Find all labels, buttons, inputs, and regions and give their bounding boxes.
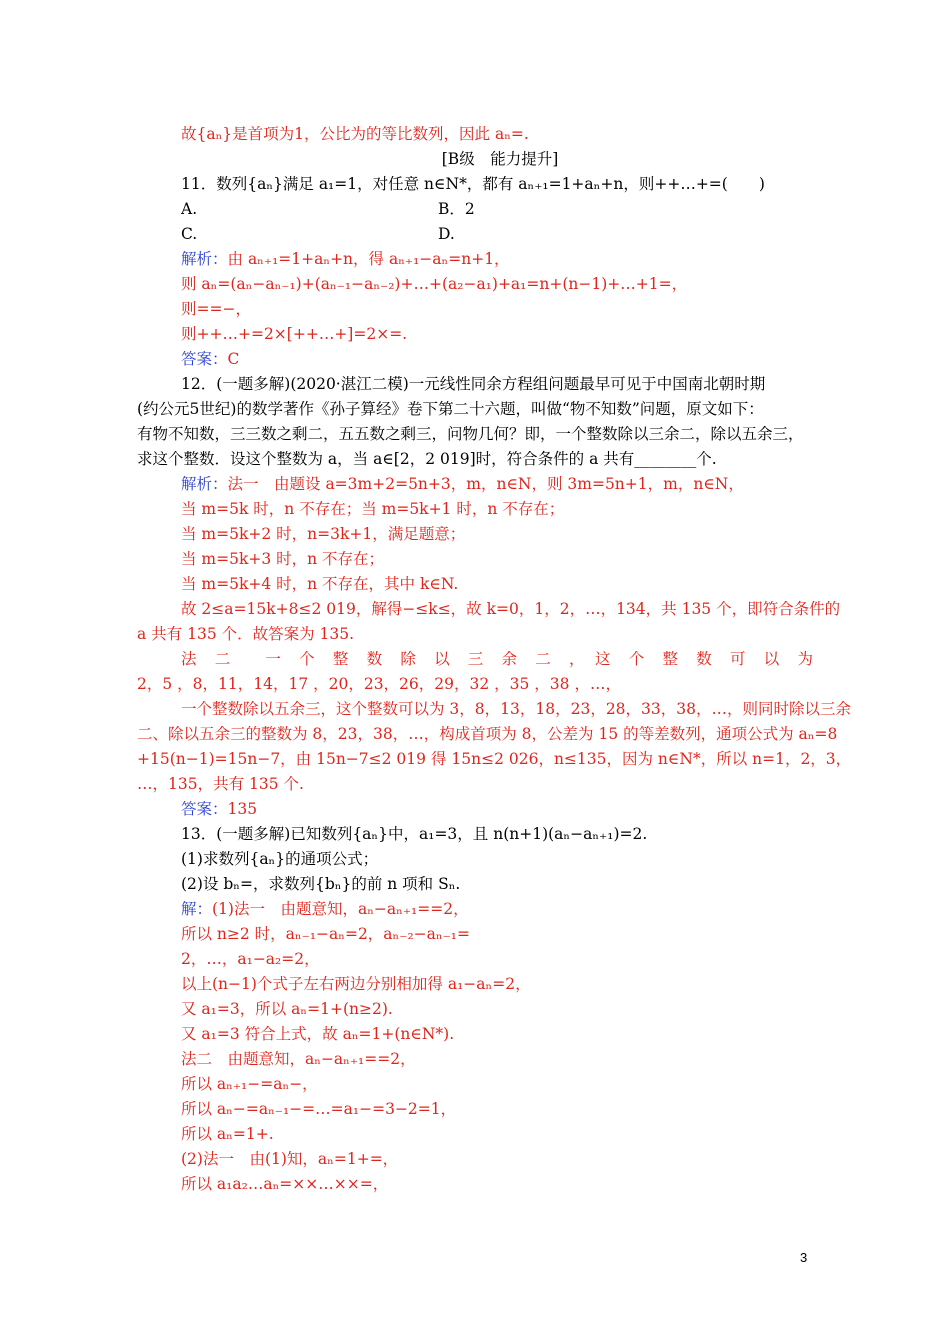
solution-line: 所以 aₙ₊₁−=aₙ−， (181, 1075, 318, 1093)
solution-line: …，135，共有 135 个. (137, 775, 304, 793)
solution-line: 故 2≤a=15k+8≤2 019，解得−≤k≤，故 k=0，1，2，…，134，共 135 个，即符合条件的 (181, 600, 841, 618)
solution-line: 则==−， (181, 300, 251, 318)
solution-line: 又 a₁=3，所以 aₙ=1+(n≥2). (181, 1000, 393, 1018)
solution-line (181, 471, 744, 497)
solution-line: 当 m=5k 时，n 不存在；当 m=5k+1 时，n 不存在； (181, 500, 565, 518)
option-d: D. (438, 225, 455, 243)
option-b: B．2 (438, 200, 475, 218)
solution-line: 法二 由题意知，aₙ−aₙ₊₁==2， (181, 1050, 416, 1068)
solution-line: +15(n−1)=15n−7，由 15n−7≤2 019 得 15n≤2 026，n≤135，因为 n∈N*，所以 n=1，2，3， (137, 750, 852, 768)
question-12-cont: 求这个整数．设这个整数为 a，当 a∈[2，2 019]时，符合条件的 a 共有________个. (137, 450, 717, 468)
solution-line: 当 m=5k+4 时，n 不存在，其中 k∈N. (181, 575, 459, 593)
solution-line: 则++…+=2×[++…+]=2×=. (181, 325, 408, 343)
question-12-cont: 有物不知数，三三数之剩二，五五数之剩三，问物几何？即，一个整数除以三余二，除以五余三， (137, 425, 804, 443)
answer-line (181, 796, 257, 822)
solution-line: 所以 aₙ−=aₙ₋₁−=…=a₁−=3−2=1， (181, 1100, 457, 1118)
solution-line: 当 m=5k+3 时，n 不存在； (181, 550, 385, 568)
question-11: 11．数列{aₙ}满足 a₁=1，对任意 n∈N*，都有 aₙ₊₁=1+aₙ+n，则++…+=( ) (181, 175, 765, 193)
solution-line: 二、除以五余三的整数为 8，23，38，…，构成首项为 8，公差为 15 的等差数列，通项公式为 aₙ=8 (137, 725, 838, 743)
question-13: 13．(一题多解)已知数列{aₙ}中，a₁=3，且 n(n+1)(aₙ−aₙ₊₁)=2. (181, 825, 648, 843)
solution-text: 由 aₙ₊₁=1+aₙ+n，得 aₙ₊₁−aₙ=n+1， (227, 250, 510, 268)
solution-line: 2，…，a₁−a₂=2， (181, 950, 320, 968)
question-12: 12．(一题多解)(2020·湛江二模)一元线性同余方程组问题最早可见于中国南北朝时期 (181, 375, 766, 393)
answer-line (181, 346, 239, 372)
solution-label: 解析： (181, 475, 228, 493)
answer-label: 答案： (181, 350, 228, 368)
answer-label: 答案： (181, 800, 228, 818)
solution-line: 2，5 ，8，11，14，17 ，20，23，26，29，32 ，35 ，38 ，…， (137, 675, 621, 693)
question-13-part: (1)求数列{aₙ}的通项公式； (181, 850, 379, 868)
question-13-part: (2)设 bₙ=，求数列{bₙ}的前 n 项和 Sₙ. (181, 875, 461, 893)
solution-line: (2)法一 由(1)知，aₙ=1+=， (181, 1150, 399, 1168)
solution-text: 法一 由题设 a=3m+2=5n+3，m，n∈N，则 3m=5n+1，m，n∈N， (227, 475, 744, 493)
solution-line: a 共有 135 个．故答案为 135. (137, 625, 355, 643)
solution-line: 所以 n≥2 时，aₙ₋₁−aₙ=2，aₙ₋₂−aₙ₋₁= (181, 925, 470, 943)
solution-line: 则 aₙ=(aₙ−aₙ₋₁)+(aₙ₋₁−aₙ₋₂)+…+(a₂−a₁)+a₁=n+(n−1)+…+1=， (181, 275, 688, 293)
solution-text: (1)法一 由题意知，aₙ−aₙ₊₁==2， (212, 900, 469, 918)
solution-line: 一个整数除以五余三，这个整数可以为 3，8，13，18，23，28，33，38，…，则同时除以三余 (181, 700, 851, 718)
option-c: C. (181, 225, 198, 243)
solution-line (181, 246, 510, 272)
solution-label: 解析： (181, 250, 228, 268)
section-heading: [B级 能力提升] (441, 150, 559, 168)
page-number: 3 (800, 1250, 808, 1265)
question-12-cont: (约公元5世纪)的数学著作《孙子算经》卷下第二十六题，叫做“物不知数”问题，原文如下： (137, 400, 764, 418)
solution-label: 解： (181, 900, 213, 918)
solution-line: 所以 aₙ=1+. (181, 1125, 274, 1143)
solution-line: 故{aₙ}是首项为1，公比为的等比数列，因此 aₙ=. (181, 125, 529, 143)
solution-line: 所以 a₁a₂…aₙ=××…××=， (181, 1175, 389, 1193)
answer-value: C (227, 350, 240, 368)
solution-line (181, 896, 469, 922)
solution-line: 又 a₁=3 符合上式，故 aₙ=1+(n∈N*). (181, 1025, 455, 1043)
option-a: A. (181, 200, 198, 218)
solution-line: 法 二 一 个 整 数 除 以 三 余 二 ， 这 个 整 数 可 以 为 (181, 650, 813, 668)
answer-value: 135 (227, 800, 258, 818)
solution-line: 以上(n−1)个式子左右两边分别相加得 a₁−aₙ=2， (181, 975, 531, 993)
solution-line: 当 m=5k+2 时，n=3k+1，满足题意； (181, 525, 466, 543)
